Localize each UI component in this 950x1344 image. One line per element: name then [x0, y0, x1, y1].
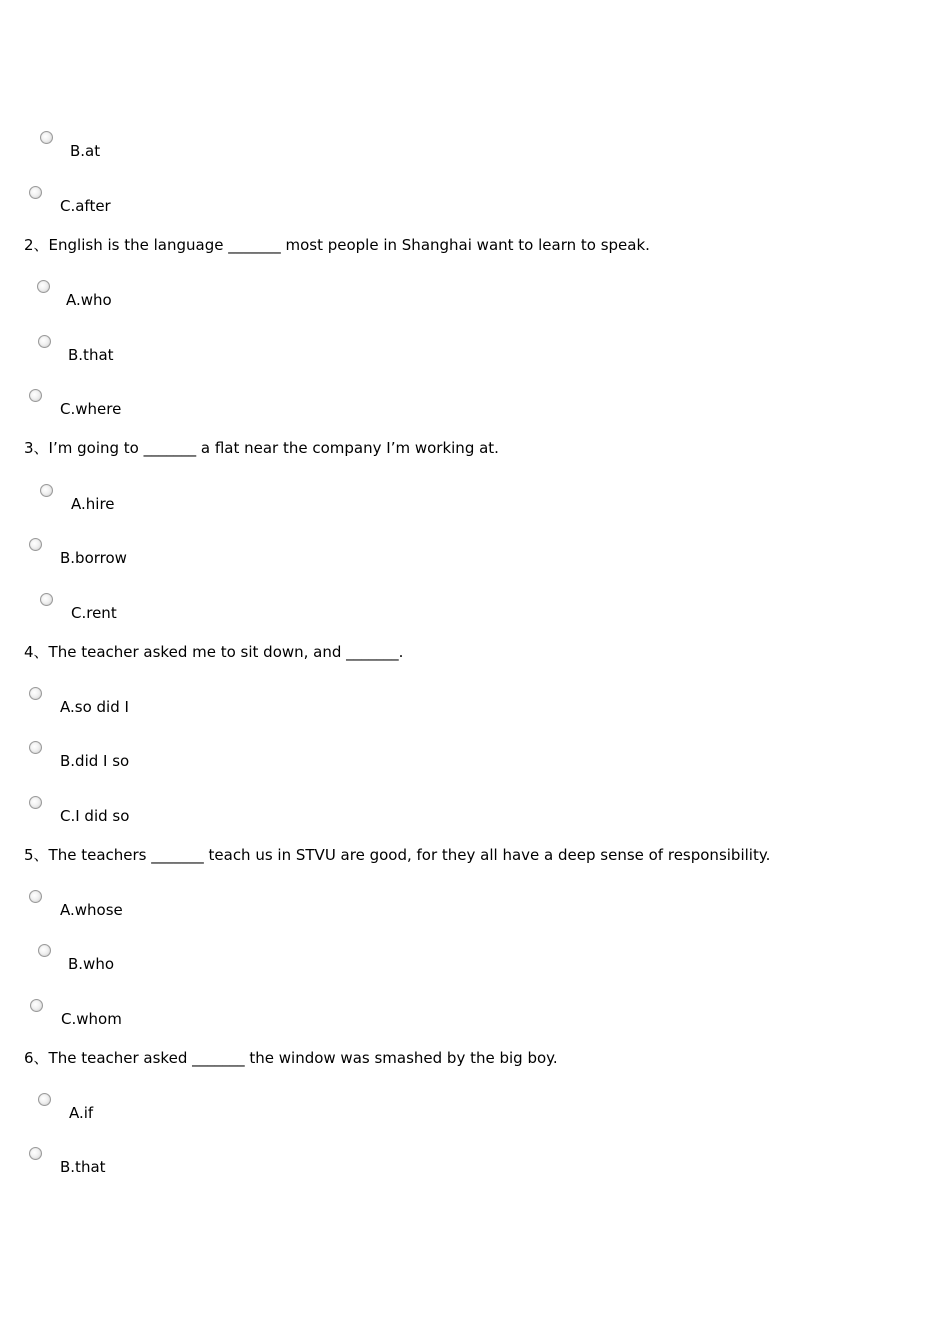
option-label: C.I did so [60, 807, 130, 825]
option-label: B.who [68, 955, 115, 973]
radio-button-icon[interactable] [40, 593, 53, 606]
radio-button-icon[interactable] [29, 389, 42, 402]
option-label: B.did I so [60, 752, 130, 770]
radio-button-icon[interactable] [40, 484, 53, 497]
radio-button-icon[interactable] [40, 131, 53, 144]
radio-button-icon[interactable] [29, 796, 42, 809]
option-label: A.whose [60, 901, 123, 919]
question-text: 2、English is the language _______ most people in Shanghai want to learn to speak. [24, 236, 650, 254]
option-label: B.at [70, 142, 101, 160]
question-text: 4、The teacher asked me to sit down, and _______. [24, 643, 404, 661]
option-label: C.rent [71, 604, 117, 622]
question-text: 3、I’m going to _______ a flat near the company I’m working at. [24, 439, 499, 457]
radio-button-icon[interactable] [29, 741, 42, 754]
radio-button-icon[interactable] [30, 999, 43, 1012]
option-label: A.so did I [60, 698, 129, 716]
option-label: C.after [60, 197, 111, 215]
question-text: 5、The teachers _______ teach us in STVU are good, for they all have a deep sense of responsibility. [24, 846, 771, 864]
option-label: B.borrow [60, 549, 127, 567]
option-label: A.hire [71, 495, 115, 513]
option-label: A.if [69, 1104, 94, 1122]
option-label: B.that [60, 1158, 106, 1176]
radio-button-icon[interactable] [29, 890, 42, 903]
option-label: C.where [60, 400, 122, 418]
option-label: B.that [68, 346, 114, 364]
radio-button-icon[interactable] [29, 1147, 42, 1160]
radio-button-icon[interactable] [37, 280, 50, 293]
radio-button-icon[interactable] [38, 335, 51, 348]
radio-button-icon[interactable] [38, 944, 51, 957]
radio-button-icon[interactable] [29, 687, 42, 700]
radio-button-icon[interactable] [38, 1093, 51, 1106]
option-label: A.who [66, 291, 112, 309]
option-label: C.whom [61, 1010, 122, 1028]
radio-button-icon[interactable] [29, 538, 42, 551]
radio-button-icon[interactable] [29, 186, 42, 199]
question-text: 6、The teacher asked _______ the window was smashed by the big boy. [24, 1049, 558, 1067]
